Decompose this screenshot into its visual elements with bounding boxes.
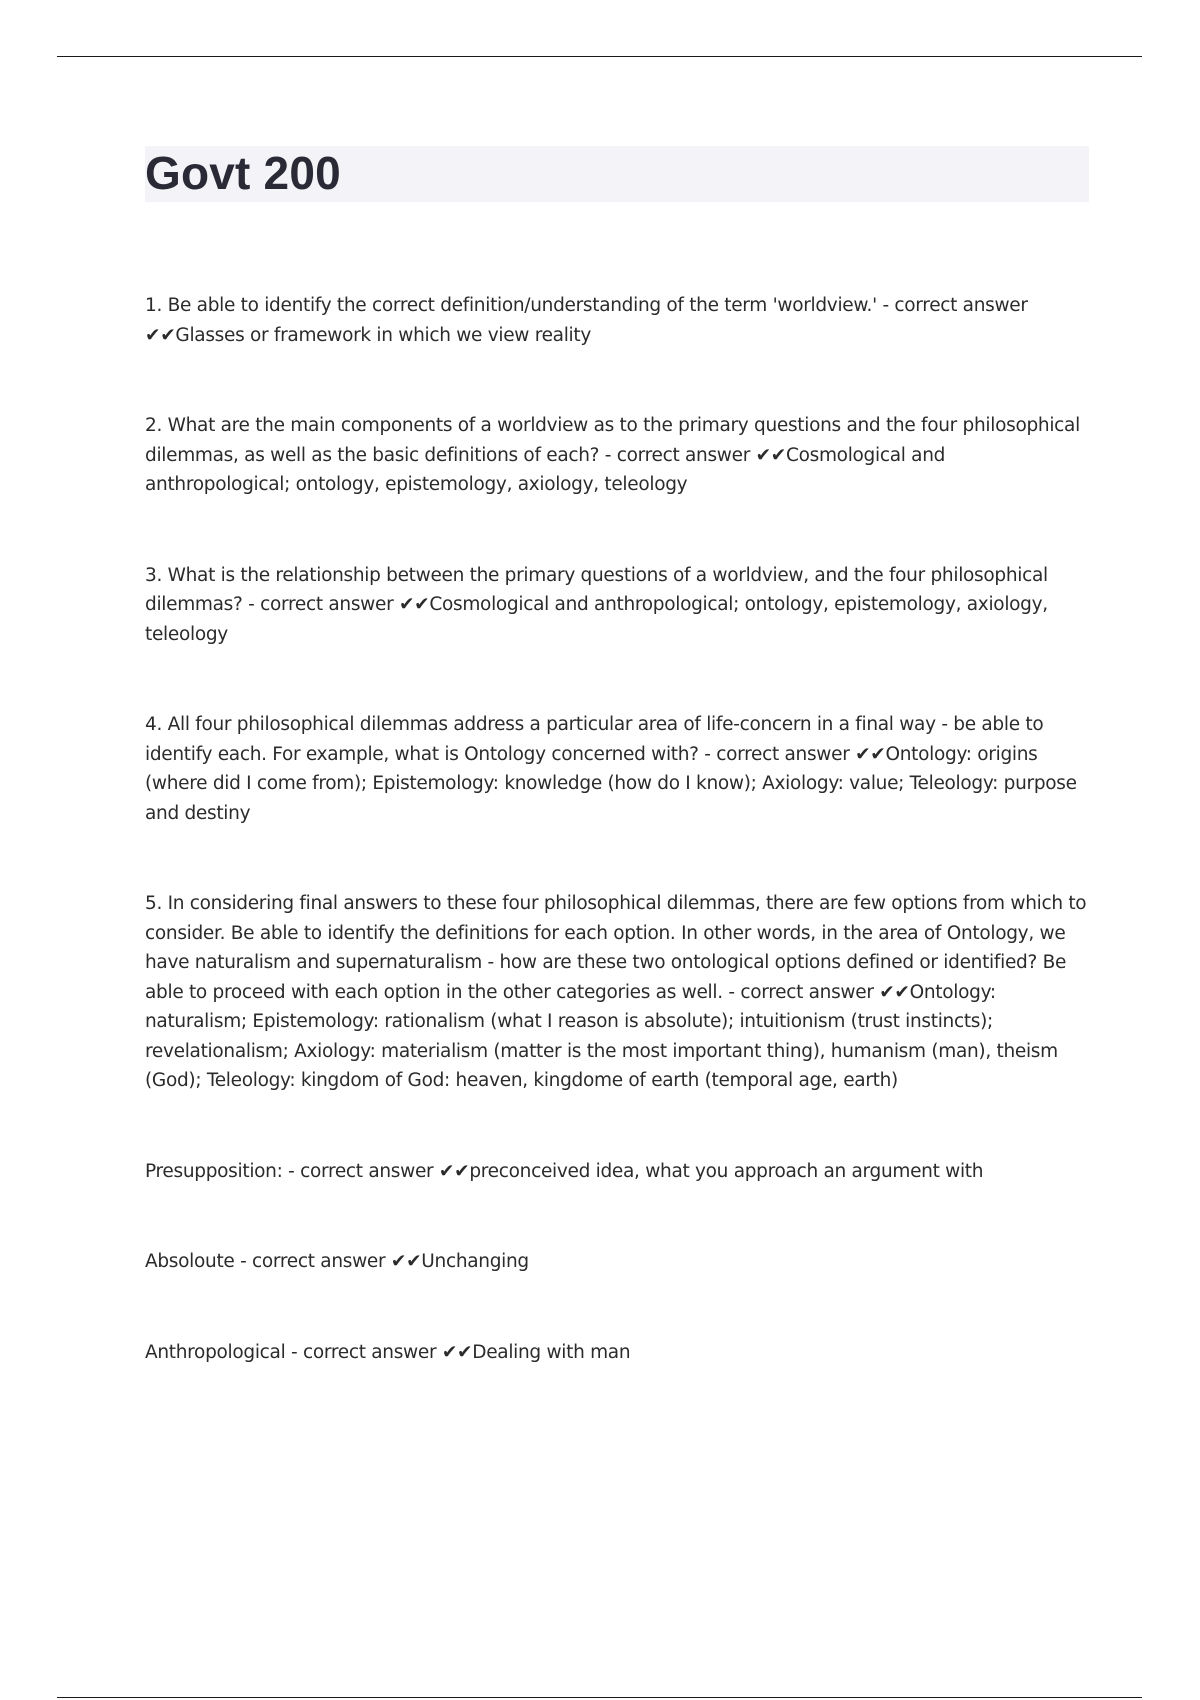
question-text: 4. All four philosophical dilemmas address a particular area of life-concern in a final way - be able to identify each. For example, what is Ontology concerned with?: [145, 714, 1044, 765]
answer-text: Ontology: origins (where did I come from); Epistemology: knowledge (how do I know); Axiology: value; Teleology: purpose and destiny: [145, 743, 1077, 824]
question-text: 2. What are the main components of a worldview as to the primary questions and the four philosophical dilemmas, as well as the basic definitions of each?: [145, 415, 1080, 466]
question-text: Anthropological: [145, 1341, 286, 1363]
qa-item-4: [145, 710, 1095, 828]
question-text: 3. What is the relationship between the primary questions of a worldview, and the four philosophical dilemmas?: [145, 564, 1048, 615]
qa-item-2: [145, 411, 1095, 500]
answer-text: preconceived idea, what you approach an argument with: [469, 1160, 984, 1182]
separator: -: [698, 743, 717, 765]
separator: -: [242, 594, 261, 615]
separator: -: [234, 1251, 253, 1272]
answer-prefix: correct answer ✔✔: [616, 444, 786, 466]
separator: -: [722, 981, 741, 1003]
answer-text: Glasses or framework in which we view reality: [175, 324, 592, 346]
answer-text: Dealing with man: [472, 1341, 631, 1363]
qa-item-8: [145, 1338, 1095, 1368]
question-text: 1. Be able to identify the correct definition/understanding of the term 'worldview.': [145, 295, 877, 316]
separator: -: [282, 1160, 301, 1182]
separator: -: [285, 1341, 303, 1363]
separator: -: [599, 444, 617, 466]
separator: -: [876, 295, 895, 316]
answer-prefix: correct answer ✔✔: [260, 594, 430, 615]
answer-text: Ontology: naturalism; Epistemology: rationalism (what I reason is absolute); intuitionism (trust instincts); revelationalism; Axiology: materialism (matter is the most important thing), humanism (man), theism (God); Teleology: kingdom of God: heaven, kingdome of earth (temporal age, earth): [145, 981, 1058, 1091]
question-text: 5. In considering final answers to these four philosophical dilemmas, there are few options from which to consider. Be able to identify the definitions for each option. In other words, in the area of Ontology, we have naturalism and supernaturalism - how are these two ontological options defined or identified? Be able to proceed with each option in the other categories as well.: [145, 893, 1087, 1003]
page-title: Govt 200: [145, 147, 341, 199]
qa-item-3: [145, 561, 1095, 650]
answer-text: Cosmological and anthropological; ontology, epistemology, axiology, teleology: [145, 444, 946, 495]
bottom-rule: [57, 1697, 1142, 1698]
answer-prefix: correct answer ✔✔: [740, 981, 910, 1003]
answer-prefix: correct answer ✔✔: [716, 743, 886, 765]
top-rule: [57, 56, 1142, 57]
answer-prefix: correct answer ✔✔: [145, 295, 1028, 346]
qa-item-6: [145, 1157, 1095, 1187]
question-text: Presupposition:: [145, 1160, 283, 1182]
answer-text: Cosmological and anthropological; ontology, epistemology, axiology, teleology: [145, 594, 1048, 645]
answer-prefix: correct answer ✔✔: [302, 1341, 473, 1363]
answer-prefix: correct answer ✔✔: [252, 1251, 422, 1272]
answer-text: Unchanging: [421, 1251, 529, 1272]
answer-prefix: correct answer ✔✔: [300, 1160, 470, 1182]
qa-item-1: [145, 291, 1095, 350]
question-text: Absoloute: [145, 1251, 235, 1272]
qa-item-7: [145, 1247, 1095, 1277]
qa-list: [145, 291, 1095, 1428]
qa-item-5: [145, 889, 1095, 1096]
